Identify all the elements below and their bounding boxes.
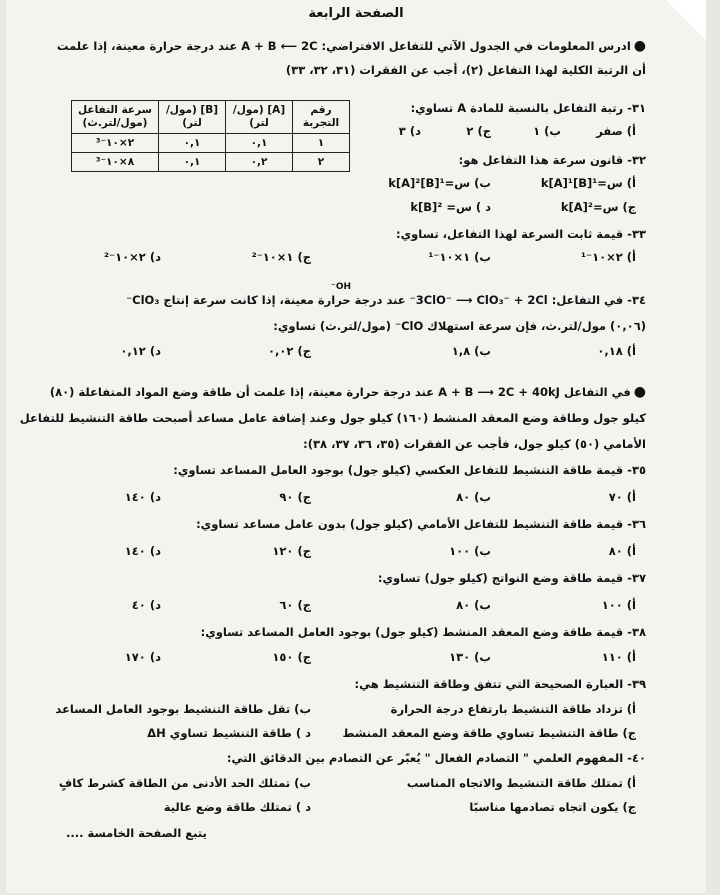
- bullet-icon: ●: [633, 38, 646, 54]
- question-32: ٣٢- قانون سرعة هذا التفاعل هو:: [458, 153, 646, 167]
- q32-option-d[interactable]: د ) س= k[B]²: [410, 200, 491, 214]
- q37-option-d[interactable]: د) ٤٠: [131, 598, 161, 612]
- question-34-line-2: (٠,٠٦) مول/لتر.ث، فإن سرعة استهلاك ClO⁻ (مول/لتر.ث) تساوي:: [273, 319, 646, 333]
- q40-option-d[interactable]: د ) تمتلك طاقة وضع عالية: [163, 800, 311, 814]
- q36-option-b[interactable]: ب) ١٠٠: [449, 544, 491, 558]
- header-experiment: رقم التجربة: [293, 101, 350, 134]
- q35-option-b[interactable]: ب) ٨٠: [456, 490, 491, 504]
- q38-option-b[interactable]: ب) ١٣٠: [449, 650, 491, 664]
- q37-option-b[interactable]: ب) ٨٠: [456, 598, 491, 612]
- table-row: ١ ٠,١ ٠,١ ٢×١٠⁻³: [72, 134, 350, 153]
- question-39: ٣٩- العبارة الصحيحة التي تتفق وطاقة التنشيط هي:: [354, 677, 646, 691]
- q39-option-a[interactable]: أ) تزداد طاقة التنشيط بارتفاع درجة الحرارة: [390, 702, 636, 716]
- q40-option-c[interactable]: ج) يكون اتجاه تصادمها مناسبًا: [469, 800, 636, 814]
- q34-option-a[interactable]: أ) ٠,١٨: [597, 344, 636, 358]
- question-35: ٣٥- قيمة طاقة التنشيط للتفاعل العكسي (كيلو جول) بوجود العامل المساعد تساوي:: [173, 463, 646, 477]
- question-34: ٣٤- في التفاعل: 3ClO⁻ ⟶ ClO₃⁻ + 2Cl⁻ عند درجة حرارة معينة، إذا كانت سرعة إنتاج ClO₃⁻: [126, 293, 646, 307]
- rate-data-table: [71, 100, 350, 172]
- intro2-line-3: الأمامي (٥٠) كيلو جول، فأجب عن الفقرات (٣٥، ٣٦، ٣٧، ٣٨):: [303, 437, 646, 451]
- header-rate: سرعة التفاعل (مول/لتر.ث): [72, 101, 159, 134]
- question-38: ٣٨- قيمة طاقة وضع المعقد المنشط (كيلو جول) بوجود العامل المساعد تساوي:: [200, 625, 646, 639]
- question-37: ٣٧- قيمة طاقة وضع النواتج (كيلو جول) تساوي:: [377, 571, 646, 585]
- q35-option-c[interactable]: ج) ٩٠: [279, 490, 311, 504]
- intro-line-1: ●ادرس المعلومات في الجدول الآتي للتفاعل الافتراضي: A + B ⟵ 2C عند درجة حرارة معينة، إذا علمت: [56, 38, 646, 54]
- intro2-line-2: كيلو جول وطاقة وضع المعقد المنشط (١٦٠) كيلو جول وعند إضافة عامل مساعد أصبحت طاقة التنشيط للتفاعل: [19, 411, 646, 425]
- page-title: الصفحة الرابعة: [308, 6, 404, 21]
- q34-option-d[interactable]: د) ٠,١٢: [120, 344, 161, 358]
- q38-option-d[interactable]: د) ١٧٠: [124, 650, 161, 664]
- q40-option-b[interactable]: ب) تمتلك الحد الأدنى من الطاقة كشرط كافٍ: [58, 776, 311, 790]
- q39-option-c[interactable]: ج) طاقة التنشيط تساوي طاقة وضع المعقد المنشط: [342, 726, 636, 740]
- q39-option-b[interactable]: ب) تقل طاقة التنشيط بوجود العامل المساعد: [55, 702, 311, 716]
- q40-option-a[interactable]: أ) تمتلك طاقة التنشيط والاتجاه المناسب: [406, 776, 636, 790]
- q38-option-a[interactable]: أ) ١١٠: [601, 650, 636, 664]
- q36-option-a[interactable]: أ) ٨٠: [608, 544, 636, 558]
- catalyst-label: OH⁻: [331, 282, 351, 292]
- q37-option-c[interactable]: ج) ٦٠: [279, 598, 311, 612]
- q36-option-d[interactable]: د) ١٤٠: [124, 544, 161, 558]
- q35-option-d[interactable]: د) ١٤٠: [124, 490, 161, 504]
- q33-option-c[interactable]: ج) ١×١٠⁻²: [251, 250, 311, 264]
- q32-option-b[interactable]: ب) س=k[A]²[B]¹: [388, 176, 491, 190]
- q31-option-d[interactable]: د) ٣: [398, 124, 421, 138]
- q31-option-b[interactable]: ب) ١: [533, 124, 561, 138]
- question-33: ٣٣- قيمة ثابت السرعة لهذا التفاعل، تساوي:: [396, 227, 646, 241]
- q34-option-b[interactable]: ب) ١,٨: [451, 344, 491, 358]
- header-b: [B] (مول/لتر): [159, 101, 226, 134]
- header-a: [A] (مول/لتر): [226, 101, 293, 134]
- question-40: ٤٠- المفهوم العلمي " التصادم الفعال " يُعبّر عن التصادم بين الدقائق التي:: [226, 751, 646, 765]
- q31-option-a[interactable]: أ) صفر: [596, 124, 636, 138]
- intro2-line-1: ●في التفاعل A + B ⟶ 2C + 40kJ عند درجة حرارة معينة، إذا علمت أن طاقة وضع المواد المتفاعلة (٨٠): [49, 384, 646, 400]
- q33-option-a[interactable]: أ) ٢×١٠⁻¹: [580, 250, 636, 264]
- q36-option-c[interactable]: ج) ١٢٠: [272, 544, 311, 558]
- q32-option-a[interactable]: أ) س=k[A]¹[B]¹: [540, 176, 636, 190]
- q37-option-a[interactable]: أ) ١٠٠: [601, 598, 636, 612]
- q33-option-b[interactable]: ب) ١×١٠⁻¹: [428, 250, 491, 264]
- q31-option-c[interactable]: ج) ٢: [466, 124, 491, 138]
- q38-option-c[interactable]: ج) ١٥٠: [272, 650, 311, 664]
- question-36: ٣٦- قيمة طاقة التنشيط للتفاعل الأمامي (كيلو جول) بدون عامل مساعد تساوي:: [196, 517, 646, 531]
- exam-page: [6, 0, 706, 893]
- q33-option-d[interactable]: د) ٢×١٠⁻²: [103, 250, 161, 264]
- question-31: ٣١- رتبة التفاعل بالنسبة للمادة A تساوي:: [410, 101, 646, 115]
- q39-option-d[interactable]: د ) طاقة التنشيط تساوي ΔH: [147, 726, 311, 740]
- q32-option-c[interactable]: ج) س=k[A]²: [560, 200, 636, 214]
- intro-line-2: أن الرتبة الكلية لهذا التفاعل (٢)، أجب عن الفقرات (٣١، ٣٢، ٣٣): [285, 63, 646, 77]
- table-row: ٢ ٠,٢ ٠,١ ٨×١٠⁻³: [72, 153, 350, 172]
- bullet-icon: ●: [633, 384, 646, 400]
- continue-footer: يتبع الصفحة الخامسة ....: [66, 826, 207, 840]
- q34-option-c[interactable]: ج) ٠,٠٢: [268, 344, 311, 358]
- q35-option-a[interactable]: أ) ٧٠: [608, 490, 636, 504]
